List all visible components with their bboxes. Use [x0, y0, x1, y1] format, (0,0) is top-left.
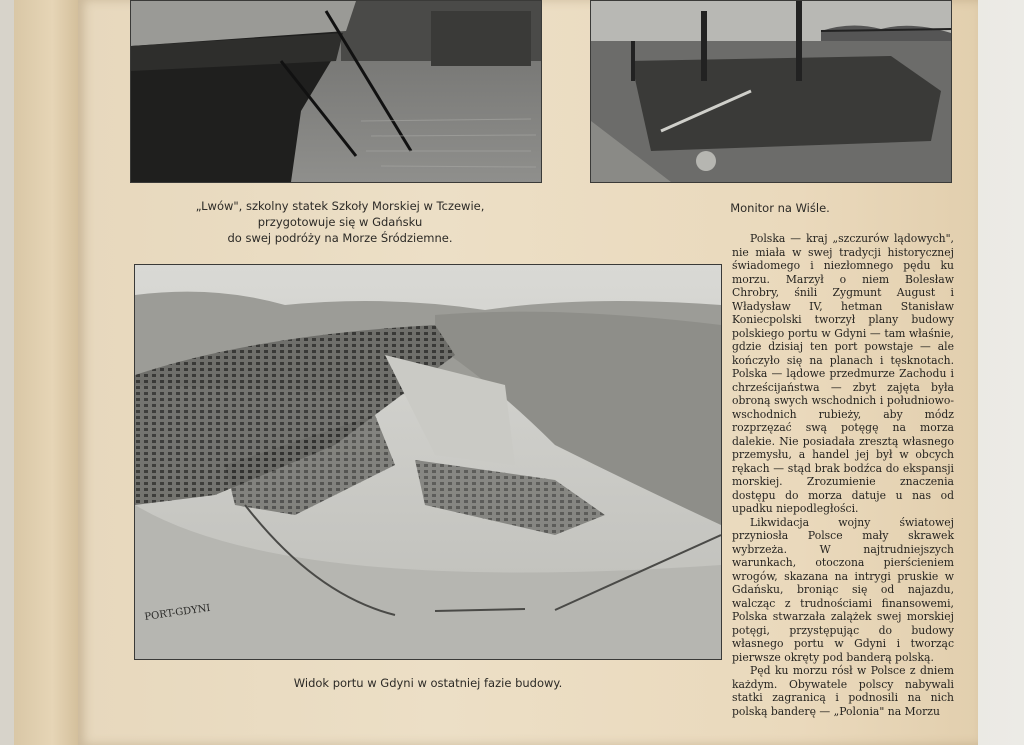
gdynia-port-illustration [135, 265, 721, 659]
ship-lwow-caption [160, 198, 520, 246]
caption-line: „Lwów", szkolny statek Szkoły Morskiej w Tczewie, [195, 199, 485, 213]
port-gdyni-stamp: PORT-GDYNI [143, 602, 212, 623]
gdynia-port-caption: Widok portu w Gdyni w ostatniej fazie budowy. [293, 676, 563, 690]
gdynia-port-photo [134, 264, 722, 660]
article-paragraph: Likwidacja wojny światowej przyniosła Polsce mały skrawek wybrzeża. W najtrudniejszych warunkach, otoczona pierścieniem wrogów, skazana na intrygi pruskie w Gdańsku, broniąc się od najazdu, walcząc z trudnościami finansowemi, Polska stwarzała zalążek swej morskiej potęgi, przystępując do budowy własnego portu w Gdyni i tworząc pierwsze okręty pod banderą polską. [732, 515, 954, 664]
article-paragraph: Polska — kraj „szczurów lądowych", nie miała w swej tradycji historycznej świadomego i niezłomnego pędu ku morzu. Marzył o niem Bolesław Chrobry, śnili Zygmunt August i Władysław IV, hetman Stanisław Koniecpolski tworzył plany budowy polskiego portu w Gdyni — tam właśnie, gdzie dzisiaj ten port powstaje — ale kończyło się na planach i tęsknotach. Polska — lądowe przedmurze Zachodu i chrześcijaństwa — zbyt zajęta była obroną swych wschodnich i południowo-wschodnich rubieży, aby módz rozprzęzać swą potęgę na morza dalekie. Nie posiadała zresztą własnego przemysłu, a handel jej był w obcych rękach — stąd brak bodźca do ekspansji morskiej. Zrozumienie znaczenia dostępu do morza datuje u nas od upadku niepodległości. [732, 232, 954, 515]
article-column [732, 232, 954, 718]
ship-lwow-illustration [131, 1, 541, 182]
caption-line: przygotowuje się w Gdańsku [257, 215, 423, 229]
monitor-vistula-photo [590, 0, 952, 183]
ship-lwow-photo [130, 0, 542, 183]
monitor-vistula-illustration [591, 1, 951, 182]
previous-page-edge [14, 0, 79, 745]
article-paragraph: Pęd ku morzu rósł w Polsce z dniem każdym. Obywatele polscy nabywali statki zagranicą i podnosili na nich polską banderę — „Polonia" na Morzu [732, 664, 954, 718]
monitor-vistula-caption: Monitor na Wiśle. [730, 201, 830, 215]
caption-line: do swej podróży na Morze Śródziemne. [227, 231, 453, 245]
